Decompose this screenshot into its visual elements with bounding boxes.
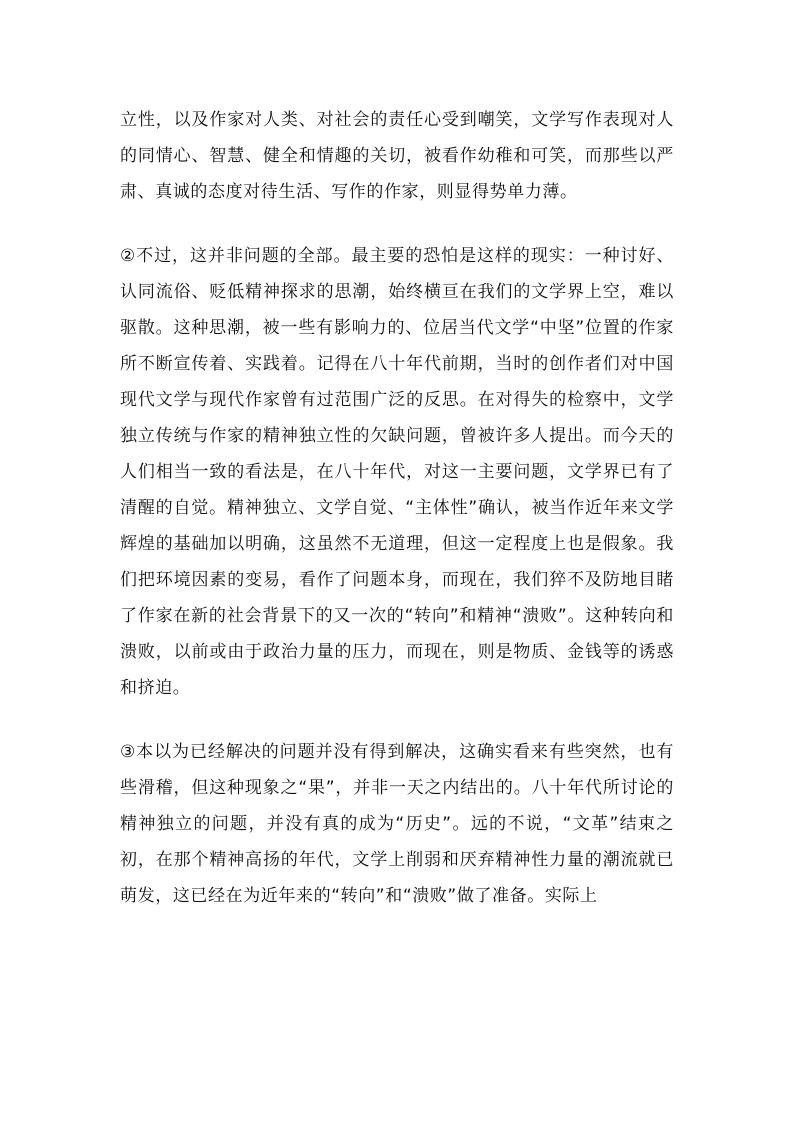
document-body: [120, 102, 674, 914]
paragraph-1: 立性，以及作家对人类、对社会的责任心受到嘲笑，文学写作表现对人的同情心、智慧、健全和情趣的关切，被看作幼稚和可笑，而那些以严肃、真诚的态度对待生活、写作的作家，则显得势单力薄。: [120, 110, 674, 202]
paragraph-2: ②不过，这并非问题的全部。最主要的恐怕是这样的现实：一种讨好、认同流俗、贬低精神探求的思潮，始终横亘在我们的文学界上空，难以驱散。这种思潮，被一些有影响力的、位居当代文学“中坚”位置的作家所不断宣传着、实践着。记得在八十年代前期，当时的创作者们对中国现代文学与现代作家曾有过范围广泛的反思。在对得失的检察中，文学独立传统与作家的精神独立性的欠缺问题，曾被许多人提出。而今天的人们相当一致的看法是，在八十年代，对这一主要问题，文学界已有了清醒的自觉。精神独立、文学自觉、“主体性”确认，被当作近年来文学辉煌的基础加以明确，这虽然不无道理，但这一定程度上也是假象。我们把环境因素的变易，看作了问题本身，而现在，我们猝不及防地目睹了作家在新的社会背景下的又一次的“转向”和精神“溃败”。这种转向和溃败，以前或由于政治力量的压力，而现在，则是物质、金钱等的诱惑和挤迫。: [120, 246, 674, 698]
paragraph-3: ③本以为已经解决的问题并没有得到解决，这确实看来有些突然，也有些滑稽，但这种现象之“果”，并非一天之内结出的。八十年代所讨论的精神独立的问题，并没有真的成为“历史”。远的不说，“文革”结束之初，在那个精神高扬的年代，文学上削弱和厌弃精神性力量的潮流就已萌发，这已经在为近年来的“转向”和“溃败”做了准备。实际上: [120, 742, 674, 906]
